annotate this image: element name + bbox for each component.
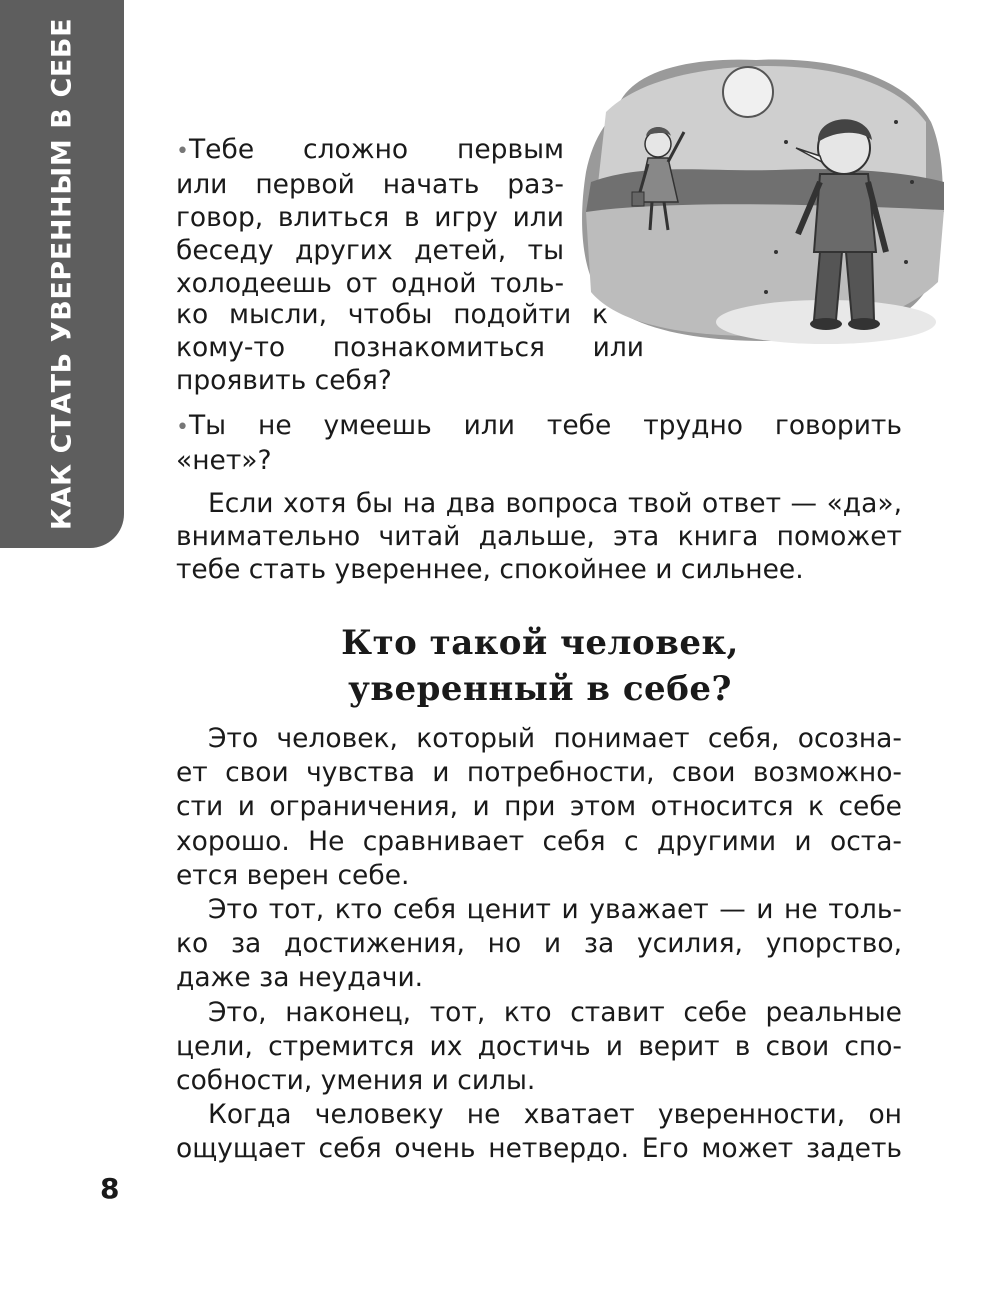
- text-line: сти и ограничения, и при этом относится к себе: [176, 791, 902, 823]
- intro-paragraph: [176, 487, 902, 586]
- text-line: даже за неудачи.: [176, 962, 424, 994]
- bullet-1-lines-7-8: [176, 331, 644, 397]
- chapter-title: КАК СТАТЬ УВЕРЕННЫМ В СЕБЕ: [46, 17, 78, 531]
- bullet-marker: •: [176, 139, 189, 164]
- heading-line: уверенный в себе?: [348, 669, 732, 709]
- text-line: проявить себя?: [176, 365, 392, 396]
- text-line: тебе стать увереннее, спокойнее и сильнее.: [176, 554, 804, 585]
- bullet-1-line-6: [176, 298, 608, 331]
- text-line: «нет»?: [176, 445, 272, 476]
- text-line: Это тот, кто себя ценит и уважает — и не толь-: [208, 894, 902, 926]
- text-line: Если хотя бы на два вопроса твой ответ — «да»,: [208, 488, 902, 519]
- text-line: внимательно читай дальше, эта книга поможет: [176, 521, 902, 552]
- text-line: ет свои чувства и потребности, свои возможно-: [176, 757, 902, 789]
- chapter-side-tab: [0, 0, 124, 548]
- heading-line: Кто такой человек,: [341, 623, 739, 663]
- bullet-1-lines-1-6: [176, 133, 564, 300]
- text-line: ко за достижения, но и за усилия, упорство,: [176, 928, 902, 960]
- text-line: •Ты не умеешь или тебе трудно говорить: [176, 410, 902, 441]
- text-line: ется верен себе.: [176, 859, 410, 891]
- text-line: хорошо. Не сравнивает себя с другими и оста-: [176, 825, 902, 857]
- text-line: или первой начать раз-: [176, 169, 564, 200]
- illustration-boy-and-girl: [576, 52, 948, 344]
- text-line: ко мысли, чтобы подойти к: [176, 299, 608, 330]
- text-line: говор, влиться в игру или: [176, 202, 564, 233]
- text-line: беседу других детей, ты: [176, 235, 564, 266]
- page-number: 8: [100, 1172, 120, 1205]
- text-line: Когда человеку не хватает уверенности, он: [208, 1099, 902, 1131]
- bullet-marker: •: [176, 415, 189, 440]
- body-text: [176, 722, 902, 1167]
- text-line: Это человек, который понимает себя, осозна-: [208, 723, 902, 754]
- section-heading: [300, 620, 780, 712]
- bullet-2: [176, 409, 902, 477]
- text-line: холодеешь от одной толь-: [176, 268, 564, 299]
- text-line: цели, стремится их достичь и верит в свои спо-: [176, 1030, 902, 1062]
- text-line: кому-то познакомиться или: [176, 332, 644, 363]
- text-line: ощущает себя очень нетвердо. Его может задеть: [176, 1133, 902, 1165]
- text-line: •Тебе сложно первым: [176, 134, 564, 165]
- text-line: собности, умения и силы.: [176, 1065, 536, 1097]
- text-line: Это, наконец, тот, кто ставит себе реальные: [208, 996, 902, 1028]
